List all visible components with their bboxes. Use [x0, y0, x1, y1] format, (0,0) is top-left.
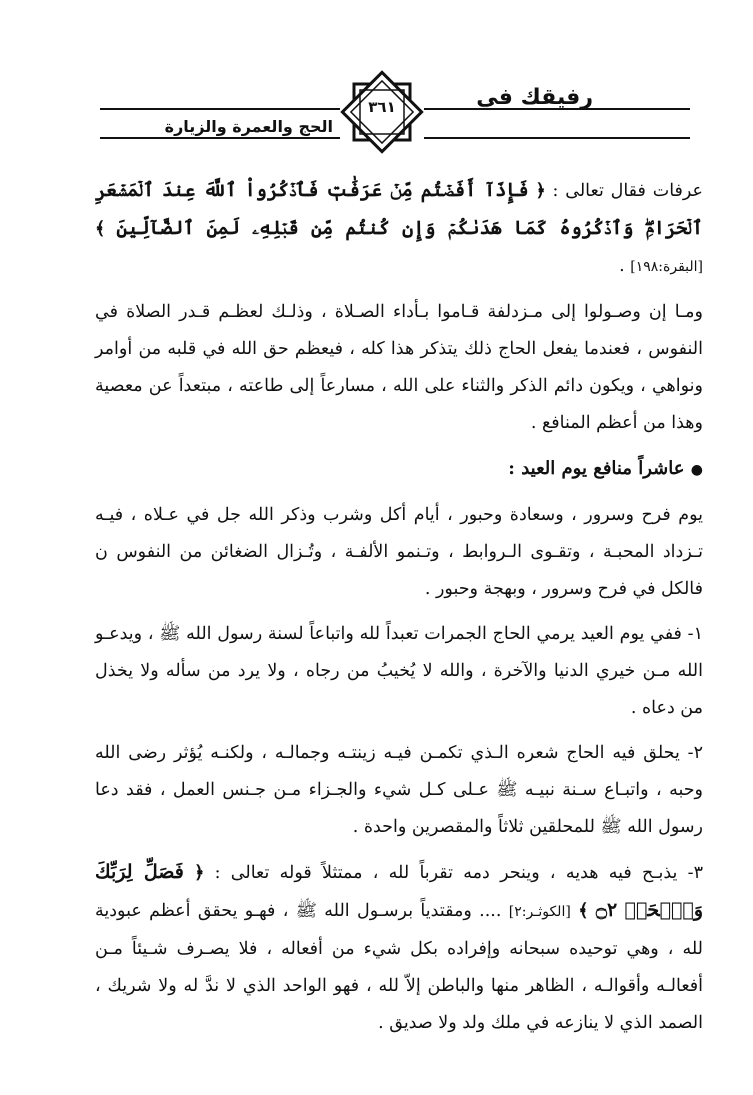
- paragraph-rest: .... ومقتدياً برسـول الله ﷺ ، فهـو يحقق أعظم عبودية لله ، وهي توحيده سبحانه وإفراده بكل شيء من أفعاله ، فلا يصـرف شـيئاً مـن أفعالـه وأقوالـه ، الظاهر منها والباطن إلاّ لله ، فهو الواحد الذي لا ندَّ له ولا شريك ، الصمد الذي لا ينازعه في ملك ولد ولا صديق .: [95, 901, 703, 1033]
- quran-verse: فَصَلِّ لِرَبِّكَ وَٱنۡحَرۡ: [95, 861, 703, 921]
- paragraph-eid-day: يوم فرح وسرور ، وسعادة وحبور ، أيام أكل وشرب وذكر الله جل في عـلاه ، فيـه تـزداد المحبـة ، وتقـوى الـروابط ، وتـنمو الألفـة ، وتُـزال الضغائن من النفوس ن فالكل في فرح وسرور ، وبهجة وحبور .: [95, 505, 703, 599]
- quran-verse: فَإِذَآ أَفَضۡتُم مِّنۡ عَرَفَٰتٖ فَٱذۡكُرُواْ ٱللَّهَ عِندَ ٱلۡمَشۡعَرِ ٱلۡحَرَامِۖ وَٱذۡكُرُوهُ كَمَا هَدَىٰكُمۡ وَإِن كُنتُم مِّن قَبۡلِهِۦ لَمِنَ ٱلضَّآلِّينَ: [95, 179, 703, 239]
- section-heading-text: عاشراً منافع يوم العيد :: [508, 458, 685, 479]
- paragraph-intro: عرفات فقال تعالى :: [545, 181, 703, 201]
- page-header: [0, 0, 753, 150]
- paragraph-intro: ٣- يذبـح فيه هديه ، وينحر دمه تقرباً لله ، ممتثلاً قوله تعالى :: [204, 863, 703, 883]
- verse-open-bracket: ﴿: [194, 863, 205, 883]
- page-body: [95, 172, 703, 1050]
- paragraph-muzdalifah: ومـا إن وصـولوا إلى مـزدلفة قـاموا بـأداء الصـلاة ، وذلـك لعظـم قـدر الصلاة في النفوس ، فعندما يفعل الحاج ذلك يتذكر هذا كله ، فيعظم حق الله في قلبه من أوامر ونواهي ، ويكون دائم الذكر والثناء على الله ، مسارعاً إلى طاعته ، مبتعداً عن معصية وهذا من أعظم المنافع .: [95, 302, 703, 433]
- verse-reference: [البقرة:١٩٨]: [630, 259, 703, 275]
- verse-number-mark: ۝٢: [595, 899, 618, 921]
- book-title: رفيقك في: [476, 85, 593, 110]
- paragraph-item-2: ٢- يحلق فيه الحاج شعره الـذي تكمـن فيـه زينتـه وجمالـه ، ولكنـه يُؤثر رضى الله وحبه ، واتبـاع سـنة نبيـه ﷺ عـلى كـل شيء والجـزاء مـن جـنس العمل ، فقد دعا رسول الله ﷺ للمحلقين ثلاثاً والمقصرين واحدة .: [95, 743, 703, 837]
- bullet-icon: ●: [690, 462, 703, 478]
- paragraph-item-3: [95, 854, 703, 1042]
- paragraph-item-1: ١- ففي يوم العيد يرمي الحاج الجمرات تعبداً لله واتباعاً لسنة رسول الله ﷺ ، ويدعـو الله مـن خيري الدنيا والآخرة ، والله لا يُخيبُ من رجاه ، ولا يرد من سأله ولا يخذل من دعاه .: [95, 624, 703, 718]
- verse-close-bracket: ﴾: [95, 219, 106, 239]
- page-number: ٣٦١: [368, 98, 396, 116]
- verse-open-bracket: ﴿: [535, 181, 546, 201]
- verse-reference: [الكوثـر:٢]: [508, 904, 571, 920]
- verse-close-bracket: ﴾: [578, 901, 589, 921]
- paragraph-arafat-verse: [95, 172, 703, 286]
- section-heading: [95, 450, 703, 489]
- paragraph-end: .: [619, 256, 625, 276]
- book-subtitle: الحج والعمرة والزيارة: [164, 117, 333, 136]
